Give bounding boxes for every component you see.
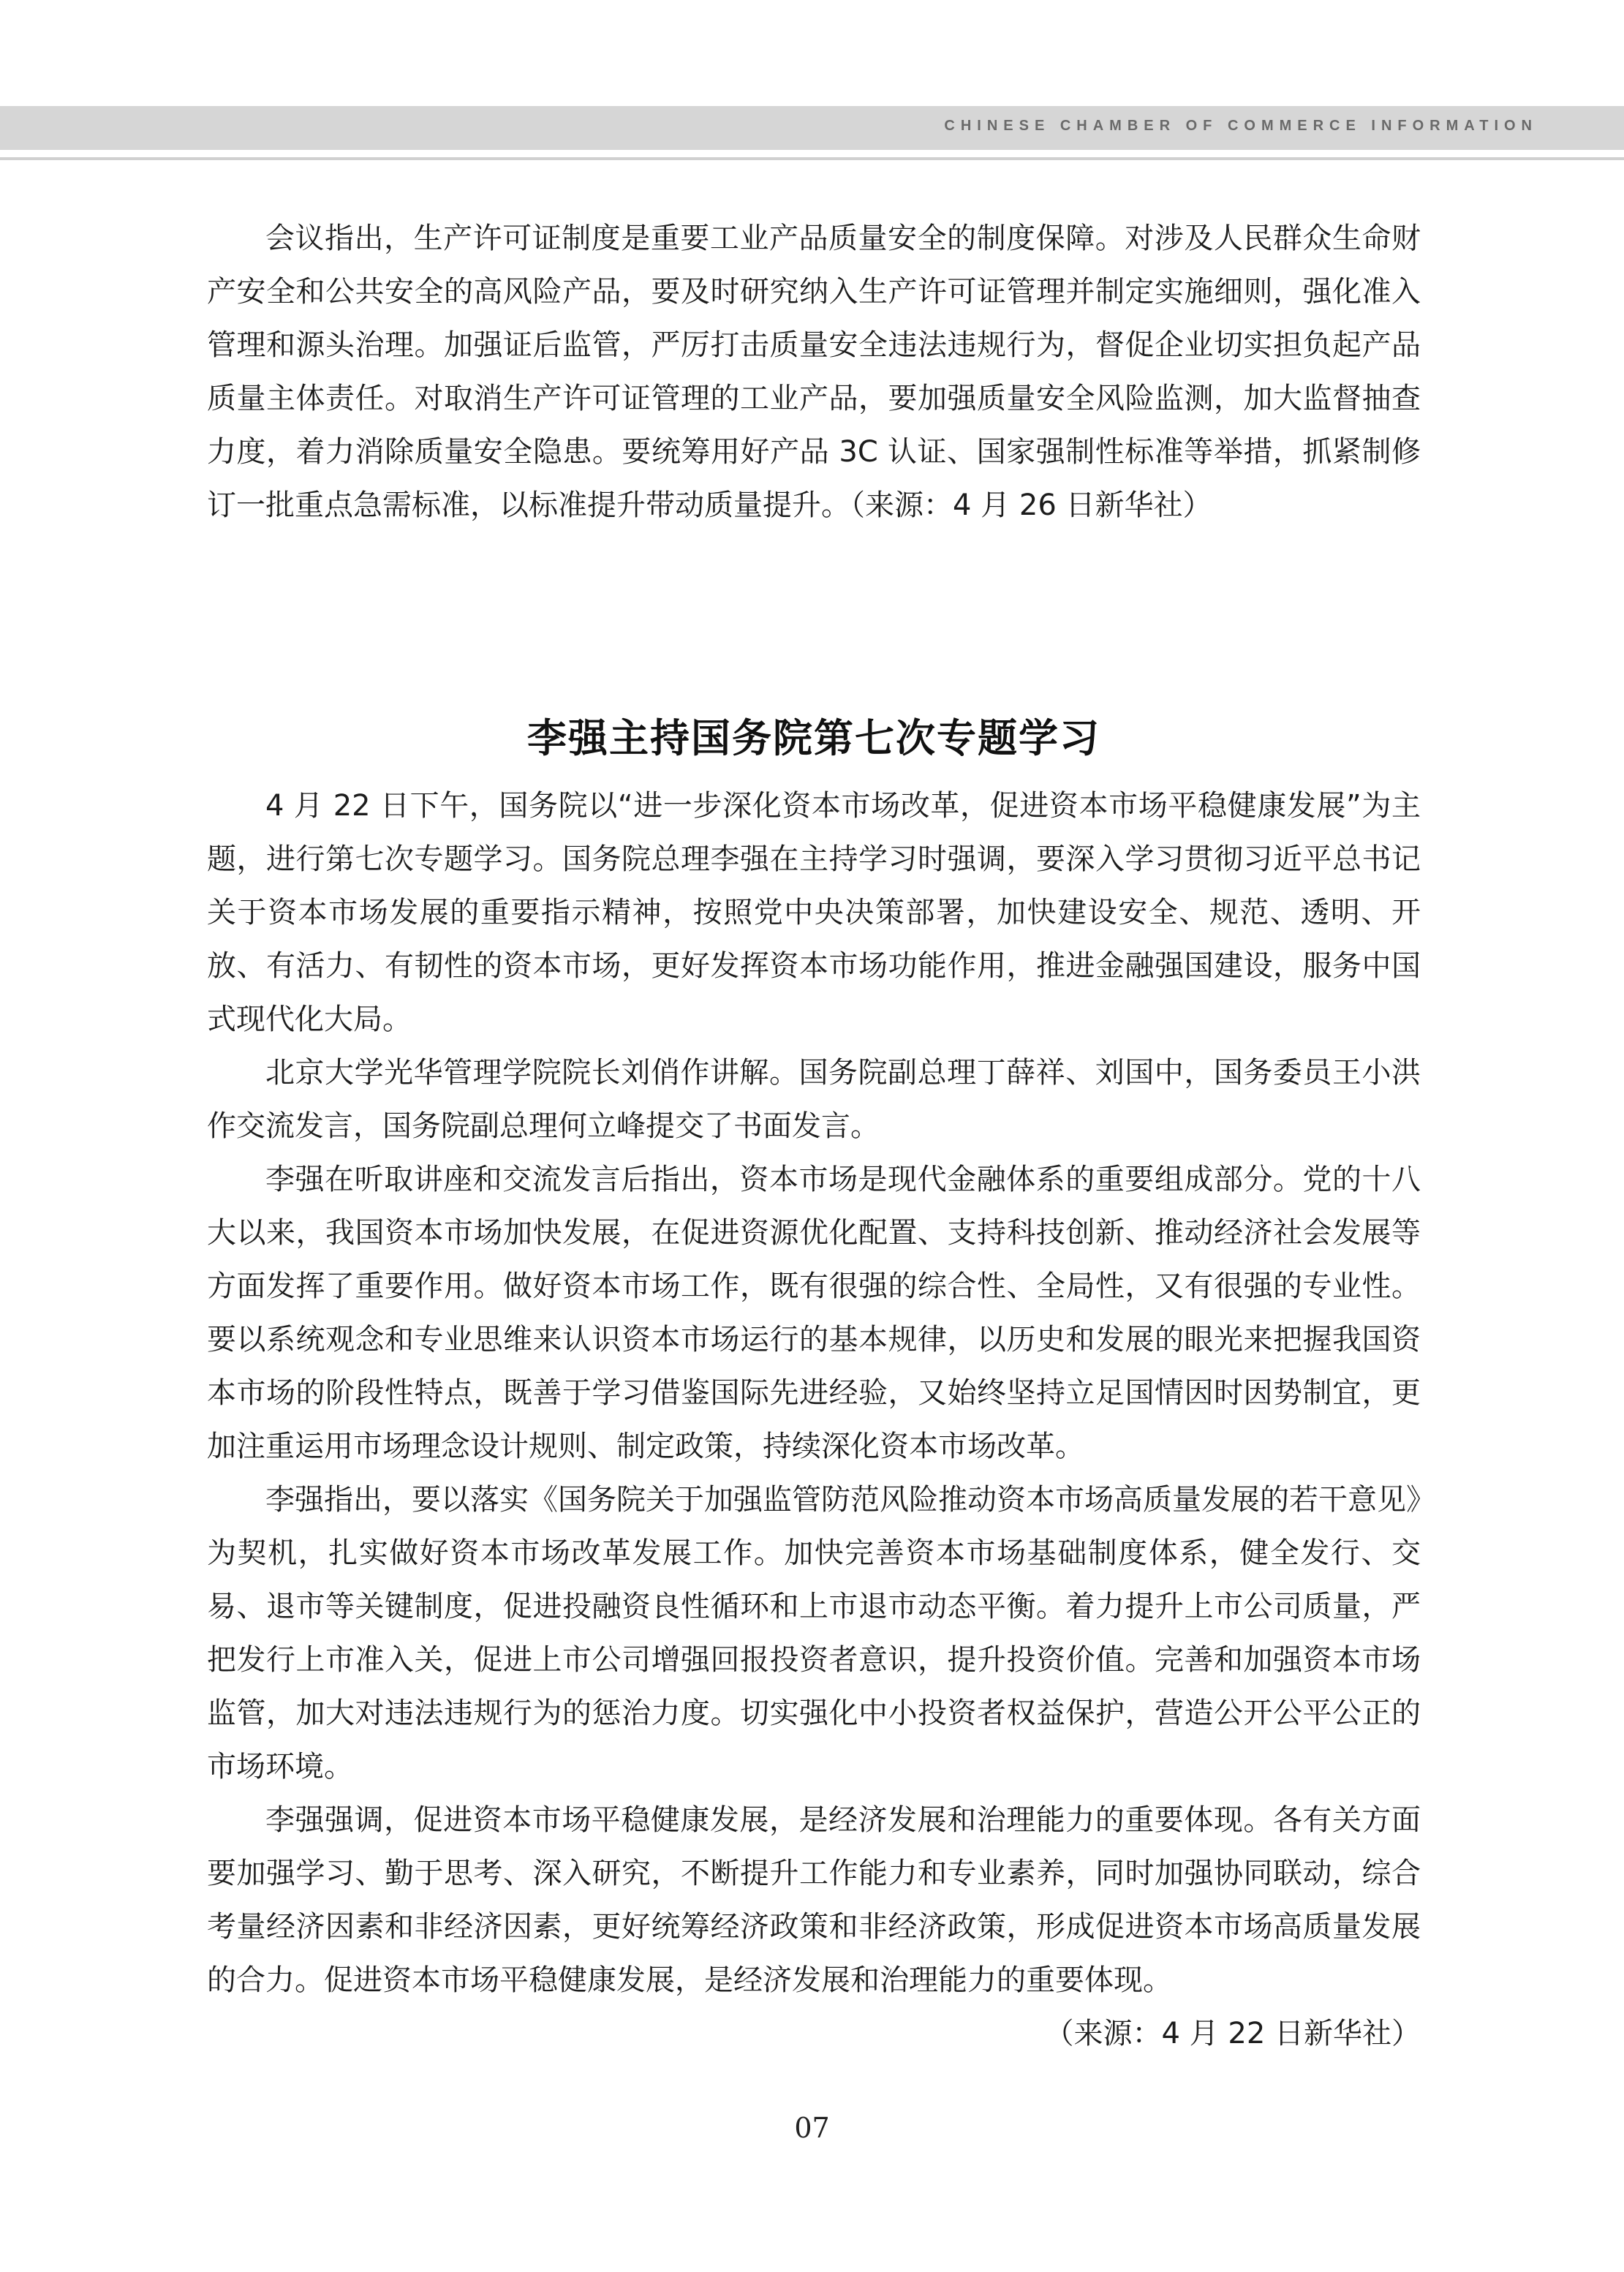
page-number: 07: [794, 2112, 830, 2144]
article-title: 李强主持国务院第七次专题学习: [527, 715, 1100, 761]
article-1-paragraph: 会议指出，生产许可证制度是重要工业产品质量安全的制度保障。对涉及人民群众生命财产安全和公共安全的高风险产品，要及时研究纳入生产许可证管理并制定实施细则，强化准入管理和源头治理。加强证后监管，严厉打击质量安全违法违规行为，督促企业切实担负起产品质量主体责任。对取消生产许可证管理的工业产品，要加强质量安全风险监测，加大监督抽查力度，着力消除质量安全隐患。要统筹用好产品 3C 认证、国家强制性标准等举措，抓紧制修订一批重点急需标准，以标准提升带动质量提升。（来源：4 月 26 日新华社）: [207, 222, 1421, 522]
article-2: [207, 709, 1421, 2061]
article-paragraph-5: 李强强调，促进资本市场平稳健康发展，是经济发展和治理能力的重要体现。各有关方面要加强学习、勤于思考、深入研究，不断提升工作能力和专业素养，同时加强协同联动，综合考量经济因素和非经济因素，更好统筹经济政策和非经济政策，形成促进资本市场高质量发展的合力。促进资本市场平稳健康发展，是经济发展和治理能力的重要体现。: [207, 1803, 1421, 1997]
publication-header: CHINESE CHAMBER OF COMMERCE INFORMATION: [944, 118, 1538, 134]
article-1-tail: [207, 212, 1421, 532]
article-paragraph-1: 4 月 22 日下午，国务院以“进一步深化资本市场改革，促进资本市场平稳健康发展”为主题，进行第七次专题学习。国务院总理李强在主持学习时强调，要深入学习贯彻习近平总书记关于资本市场发展的重要指示精神，按照党中央决策部署，加快建设安全、规范、透明、开放、有活力、有韧性的资本市场，更好发挥资本市场功能作用，推进金融强国建设，服务中国式现代化大局。: [207, 789, 1421, 1036]
header-divider: [0, 157, 1624, 160]
article-paragraph-4: 李强指出，要以落实《国务院关于加强监管防范风险推动资本市场高质量发展的若干意见》为契机，扎实做好资本市场改革发展工作。加快完善资本市场基础制度体系，健全发行、交易、退市等关键制度，促进投融资良性循环和上市退市动态平衡。着力提升上市公司质量，严把发行上市准入关，促进上市公司增强回报投资者意识，提升投资价值。完善和加强资本市场监管，加大对违法违规行为的惩治力度。切实强化中小投资者权益保护，营造公开公平公正的市场环境。: [207, 1483, 1421, 1784]
article-source: （来源：4 月 22 日新华社）: [1044, 2017, 1421, 2050]
article-paragraph-3: 李强在听取讲座和交流发言后指出，资本市场是现代金融体系的重要组成部分。党的十八大以来，我国资本市场加快发展，在促进资源优化配置、支持科技创新、推动经济社会发展等方面发挥了重要作用。做好资本市场工作，既有很强的综合性、全局性，又有很强的专业性。要以系统观念和专业思维来认识资本市场运行的基本规律，以历史和发展的眼光来把握我国资本市场的阶段性特点，既善于学习借鉴国际先进经验，又始终坚持立足国情因时因势制宜，更加注重运用市场理念设计规则、制定政策，持续深化资本市场改革。: [207, 1163, 1421, 1463]
article-paragraph-2: 北京大学光华管理学院院长刘俏作讲解。国务院副总理丁薛祥、刘国中，国务委员王小洪作交流发言，国务院副总理何立峰提交了书面发言。: [207, 1056, 1421, 1143]
